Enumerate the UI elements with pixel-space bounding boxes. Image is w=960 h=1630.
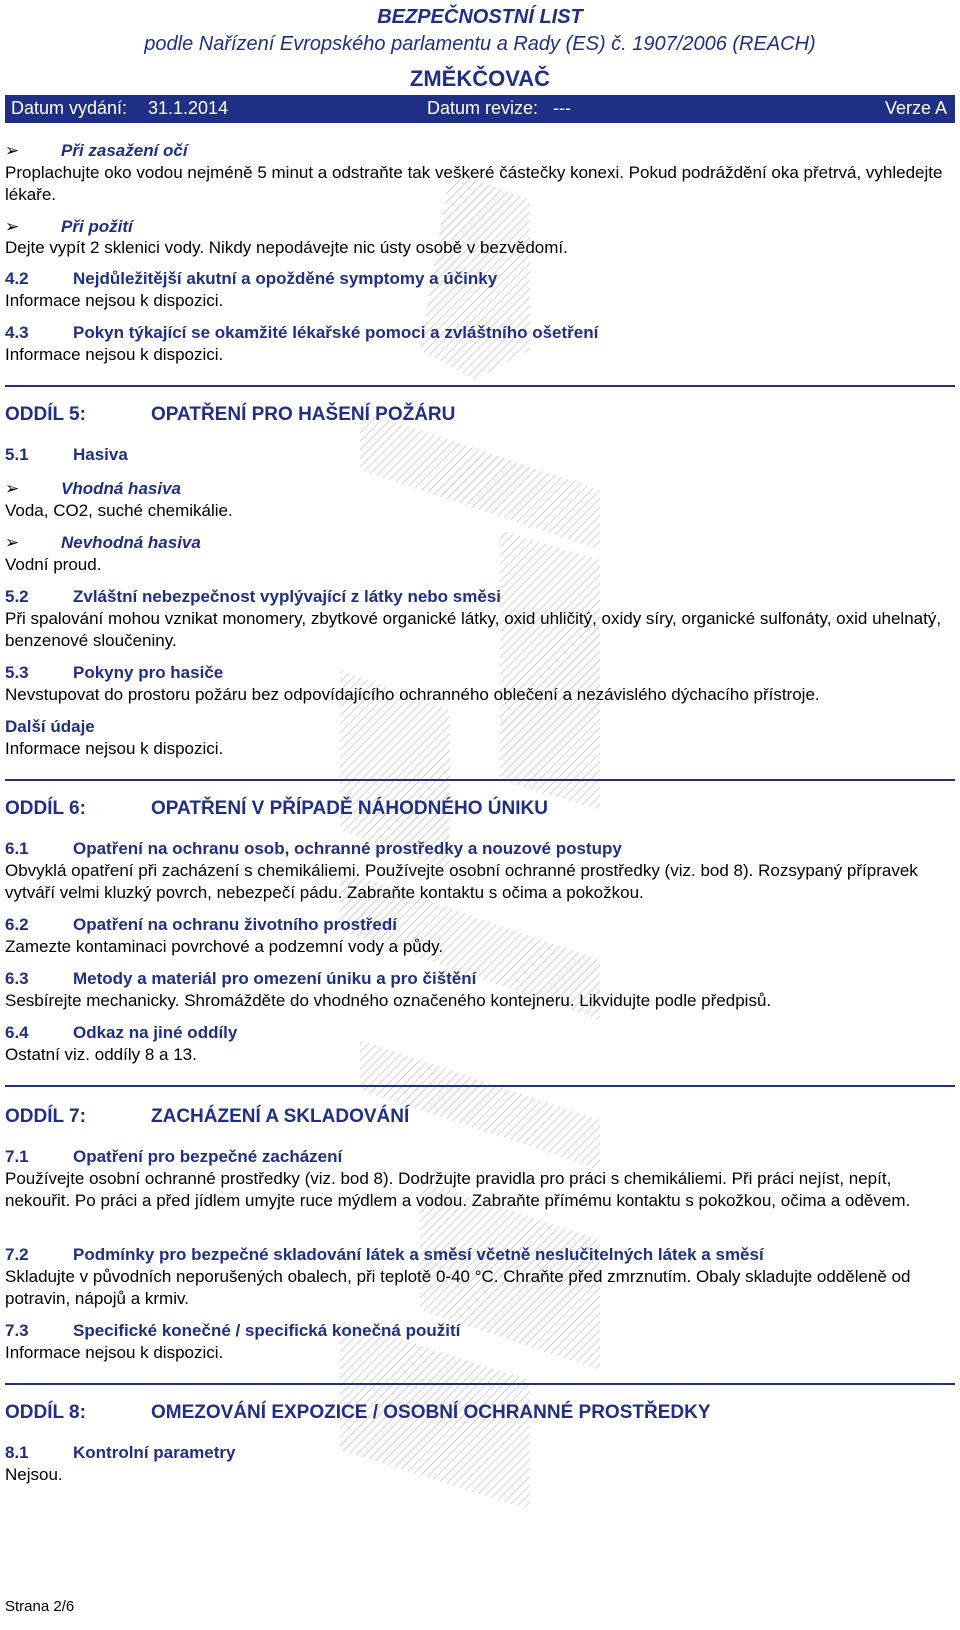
subsection-5-3-text: Nevstupovat do prostoru požáru bez odpovídajícího ochranného oblečení a nezávislého dýchacího přístroje. [5,685,820,704]
subsection-4-3-text: Informace nejsou k dispozici. [5,345,224,364]
subsection-8-1-text: Nejsou. [5,1465,63,1484]
suitable-bullet: ➢ Vhodná hasiva [5,479,181,498]
section-7-heading: ODDÍL 7: ZACHÁZENÍ A SKLADOVÁNÍ [5,1106,410,1127]
subsection-6-1-text: Obvyklá opatření při zacházení s chemikáliemi. Používejte osobní ochranné prostředky (viz. bod 8). Rozsypaný přípravek vytváří velmi kluzký povrch, nebezpečí pádu. Zabraňte kontaktu s očima a pokožkou. [5,861,918,902]
subsection-7-3-text: Informace nejsou k dispozici. [5,1343,224,1362]
section-divider [5,1085,955,1087]
section-divider [5,1383,955,1385]
issue-date: 31.1.2014 [148,98,229,118]
subsection-4-3-heading: 4.3 Pokyn týkající se okamžité lékařské pomoci a zvláštního ošetření [5,323,599,342]
subsection-7-3-heading: 7.3 Specifické konečné / specifická konečná použití [5,1321,461,1340]
subsection-6-3-text: Sesbírejte mechanicky. Shromážděte do vhodného označeného kontejneru. Likvidujte podle předpisů. [5,991,772,1010]
version: Verze A [884,98,947,118]
arrow-bullet-icon: ➢ [5,141,20,160]
subsection-6-4-text: Ostatní viz. oddíly 8 a 13. [5,1045,197,1064]
arrow-bullet-icon: ➢ [5,217,20,236]
header-info-bar [5,95,955,123]
eyes-bullet: ➢ Při zasažení očí [5,141,188,160]
revision-label: Datum revize: [427,98,539,118]
subsection-5-2-heading: 5.2 Zvláštní nebezpečnost vyplývající z látky nebo směsi [5,587,501,606]
section-5-heading: ODDÍL 5: OPATŘENÍ PRO HAŠENÍ POŽÁRU [5,404,456,425]
section-divider [5,779,955,781]
arrow-bullet-icon: ➢ [5,479,20,498]
section-6-heading: ODDÍL 6: OPATŘENÍ V PŘÍPADĚ NÁHODNÉHO ÚNIKU [5,798,548,819]
subsection-5-2-text: Při spalování mohou vznikat monomery, zbytkové organické látky, oxid uhličitý, oxidy síry, organické sulfonáty, oxid uhelnatý, benzenové sloučeniny. [5,609,942,650]
subsection-4-2-text: Informace nejsou k dispozici. [5,291,224,310]
product-name: ZMĚKČOVAČ [409,66,551,91]
suitable-text: Voda, CO2, suché chemikálie. [5,501,233,520]
subsection-6-2-text: Zamezte kontaminaci povrchové a podzemní vody a půdy. [5,937,444,956]
unsuitable-text: Vodní proud. [5,555,102,574]
section-divider [5,385,955,387]
subsection-4-2-heading: 4.2 Nejdůležitější akutní a opožděné symptomy a účinky [5,269,498,288]
subsection-7-1-text: Používejte osobní ochranné prostředky (viz. bod 8). Dodržujte pravidla pro práci s chemikáliemi. Při práci nejíst, nepít, nekouřit. Po práci a před jídlem umyjte ruce mýdlem a vodou. Zabraňte přímému kontaktu s pokožkou, očima a oděvem. [5,1169,911,1210]
subsection-5-1-heading: 5.1 Hasiva [5,445,128,464]
revision-value: --- [553,98,571,118]
ingestion-text: Dejte vypít 2 sklenici vody. Nikdy nepodávejte nic ústy osobě v bezvědomí. [5,238,568,257]
subsection-7-2-text: Skladujte v původních neporušených obalech, při teplotě 0-40 °C. Chraňte před zmrznutím. Obaly skladujte odděleně od potravin, nápojů a krmiv. [5,1267,911,1308]
issue-date-label: Datum vydání: [11,98,128,118]
arrow-bullet-icon: ➢ [5,533,20,552]
regulation-subtitle: podle Nařízení Evropského parlamentu a Rady (ES) č. 1907/2006 (REACH) [144,33,816,55]
extra-info-text: Informace nejsou k dispozici. [5,739,224,758]
document-title: BEZPEČNOSTNÍ LIST [377,6,583,28]
subsection-7-2-heading: 7.2 Podmínky pro bezpečné skladování látek a směsí včetně neslučitelných látek a směsí [5,1245,764,1264]
page-number: Strana 2/6 [5,1598,75,1615]
eyes-text: Proplachujte oko vodou nejméně 5 minut a odstraňte tak veškeré částečky konexi. Pokud podráždění oka přetrvá, vyhledejte lékaře. [5,163,943,204]
section-8-heading: ODDÍL 8: OMEZOVÁNÍ EXPOZICE / OSOBNÍ OCHRANNÉ PROSTŘEDKY [5,1402,711,1423]
subsection-8-1-heading: 8.1 Kontrolní parametry [5,1443,236,1462]
subsection-7-1-heading: 7.1 Opatření pro bezpečné zacházení [5,1147,343,1166]
subsection-6-4-heading: 6.4 Odkaz na jiné oddíly [5,1023,238,1042]
ingestion-bullet: ➢ Při požití [5,217,133,236]
subsection-6-1-heading: 6.1 Opatření na ochranu osob, ochranné prostředky a nouzové postupy [5,839,622,858]
subsection-6-3-heading: 6.3 Metody a materiál pro omezení úniku a pro čištění [5,969,477,988]
subsection-5-3-heading: 5.3 Pokyny pro hasiče [5,663,224,682]
unsuitable-bullet: ➢ Nevhodná hasiva [5,533,201,552]
subsection-6-2-heading: 6.2 Opatření na ochranu životního prostředí [5,915,397,934]
extra-info-title: Další údaje [5,717,95,736]
